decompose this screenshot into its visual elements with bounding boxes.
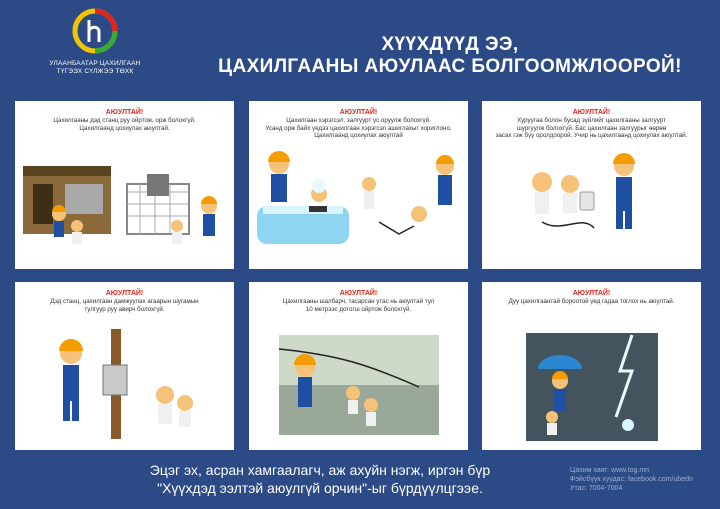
desc-line: засах гэж бүү оролдоорой. Учир нь цахилгаанд цохиулах аюултай. — [495, 132, 688, 140]
warning-description — [482, 116, 701, 140]
warning-card-broken-wire — [249, 282, 468, 450]
desc-line: Цахилгаанд цохиулах аюултай — [314, 132, 403, 140]
warning-description — [249, 116, 468, 140]
socket-illustration — [482, 144, 701, 269]
desc-line: Цахилгааны шалбарч, тасарсан утас нь аюултай тул — [282, 298, 435, 305]
substation-illustration — [15, 144, 234, 269]
desc-line: шургуулж болохгүй. Бас цахилгаан залгуурыг өөрөө — [516, 124, 667, 132]
page-headline — [190, 34, 710, 78]
warning-title: АЮУЛТАЙ! — [105, 290, 144, 297]
company-logo-icon — [72, 8, 118, 54]
desc-line: Цахилгаанд цохиулах аюултай. — [79, 124, 170, 132]
footer-message — [110, 461, 530, 497]
warning-card-substation — [15, 101, 234, 269]
warning-card-storm — [482, 282, 701, 450]
company-logo — [40, 8, 150, 76]
warning-card-socket — [482, 101, 701, 269]
desc-line: Хуруугаа болон бусад зүйлийг цахилгааны залгуурт — [517, 117, 666, 124]
footer-line1: Эцэг эх, асран хамгаалагч, аж ахуйн нэгж, иргэн бүр — [149, 462, 491, 478]
headline-line2: ЦАХИЛГААНЫ АЮУЛААС БОЛГООМЖЛООРОЙ! — [218, 56, 682, 77]
headline-line1: ХҮҮХДҮҮД ЭЭ, — [381, 34, 519, 55]
footer-line2: "Хүүхдэд ээлтэй аюулгүй орчин"-ыг бүрдүүлцгээе. — [157, 480, 483, 496]
warning-description — [482, 297, 701, 306]
warning-card-bath — [249, 101, 468, 269]
desc-line: Усанд орж байх үедээ цахилгаан хэрэгсэл ашиглахыг хориглоно. — [265, 124, 452, 132]
contact-web: Цахим хаяг: www.tog.mn — [570, 467, 650, 474]
contact-info — [570, 466, 693, 493]
warning-title: АЮУЛТАЙ! — [105, 109, 144, 116]
contact-facebook: Фэйсбүүк хуудас: facebook.com/ubedn — [570, 476, 693, 483]
org-name-line2: ТҮГЭЭХ СҮЛЖЭЭ ТӨХК — [56, 68, 134, 75]
storm-illustration — [482, 325, 701, 450]
warning-description — [15, 297, 234, 313]
desc-line: тулгуур руу авирч болохгүй. — [84, 305, 165, 313]
desc-line: Дуу цахилгаантай бороотой үед гадаа тоглох нь аюултай. — [508, 298, 675, 305]
contact-phone: Утас: 7004-7004 — [570, 485, 623, 492]
warning-title: АЮУЛТАЙ! — [572, 290, 611, 297]
desc-line: Цахилгаан хэрэгсэл, залгуурт үс оруулж болохгүй. — [286, 117, 431, 124]
org-name-line1: УЛААНБААТАР ЦАХИЛГААН — [49, 60, 141, 67]
warning-description — [15, 116, 234, 132]
warning-title: АЮУЛТАЙ! — [339, 290, 378, 297]
desc-line: Дэд станц, цахилгаан дамжуулах агаарын шугамын — [50, 298, 199, 305]
pole-illustration — [15, 325, 234, 450]
desc-line: Цахилгааны дэд станц руу ойртож, орж болохгүй. — [53, 117, 196, 124]
broken-wire-illustration — [249, 325, 468, 450]
desc-line: 10 метрээс дотогш ойртож болохгүй. — [305, 305, 412, 313]
warning-title: АЮУЛТАЙ! — [339, 109, 378, 116]
warning-card-pole — [15, 282, 234, 450]
warning-title: АЮУЛТАЙ! — [572, 109, 611, 116]
warning-description — [249, 297, 468, 313]
bath-illustration — [249, 144, 468, 269]
